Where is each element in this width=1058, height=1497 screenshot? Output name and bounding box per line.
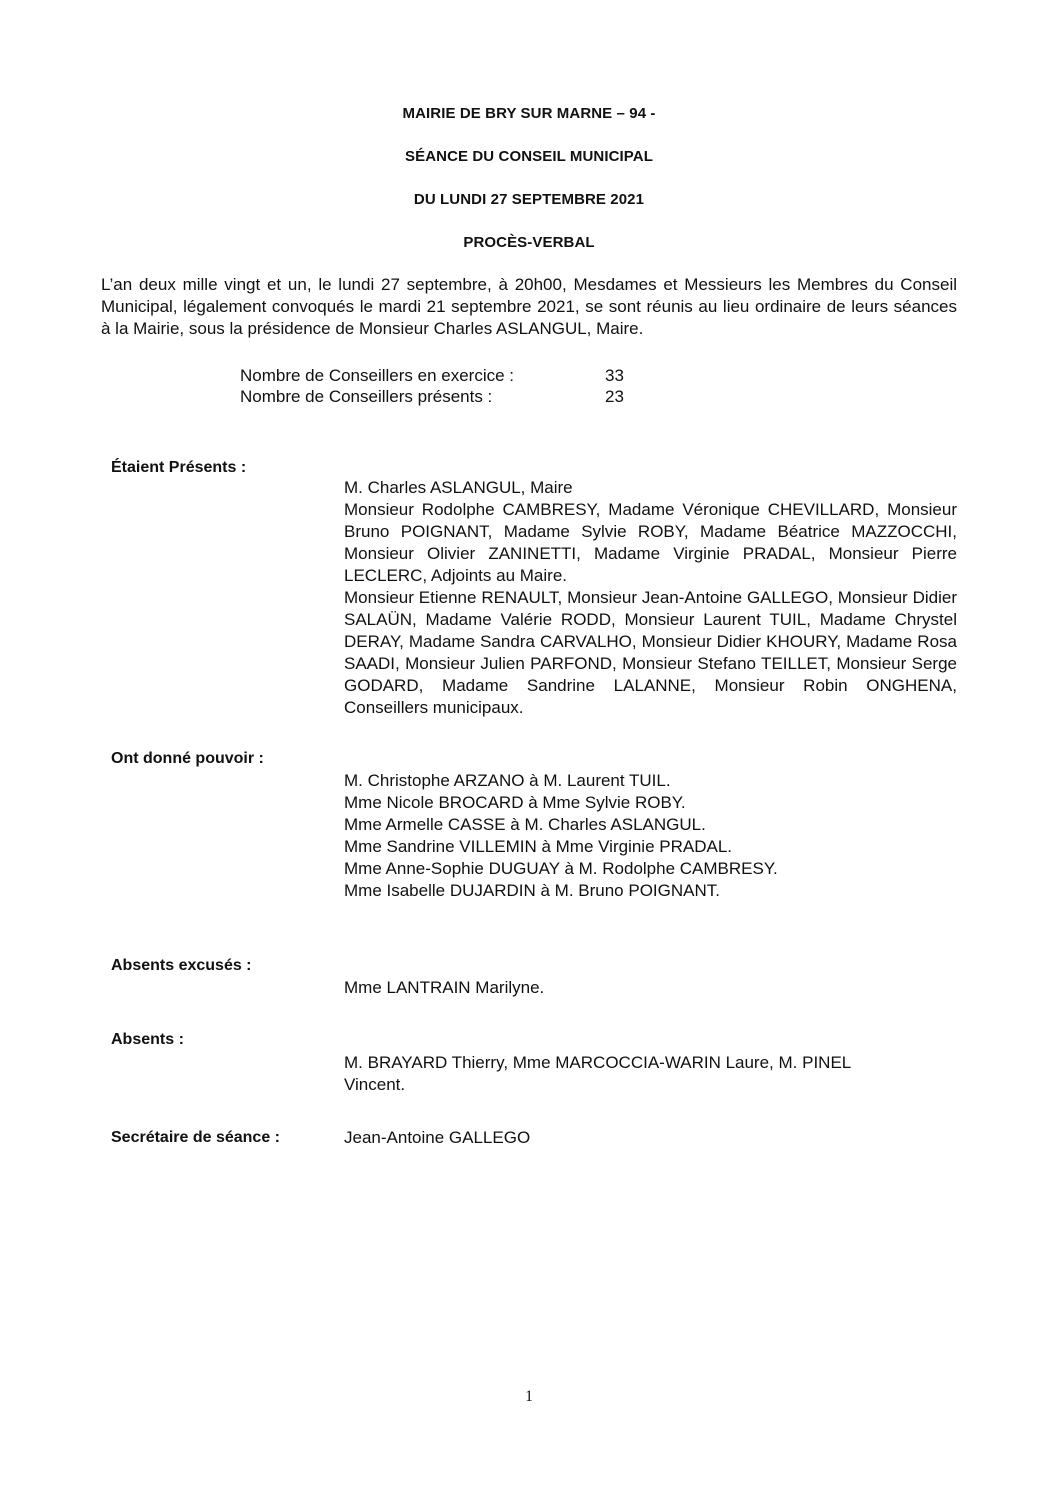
header-seance: SÉANCE DU CONSEIL MUNICIPAL bbox=[405, 148, 653, 165]
list-item: Mme Nicole BROCARD à Mme Sylvie ROBY. bbox=[344, 793, 686, 812]
pouvoirs-list bbox=[344, 770, 957, 902]
absents-line: M. BRAYARD Thierry, Mme MARCOCCIA-WARIN Laure, M. PINEL bbox=[344, 1053, 852, 1072]
count-value: 33 bbox=[605, 366, 624, 385]
pouvoirs-label: Ont donné pouvoir : bbox=[111, 750, 264, 767]
list-item: Mme Armelle CASSE à M. Charles ASLANGUL. bbox=[344, 815, 706, 834]
list-item: Mme Isabelle DUJARDIN à M. Bruno POIGNANT. bbox=[344, 881, 720, 900]
presents-body bbox=[344, 477, 957, 719]
absents-line: Vincent. bbox=[344, 1075, 406, 1094]
presents-adjoints: Monsieur Rodolphe CAMBRESY, Madame Véronique CHEVILLARD, Monsieur Bruno POIGNANT, Madame Sylvie ROBY, Madame Béatrice MAZZOCCHI, Monsieur Olivier ZANINETTI, Madame Virginie PRADAL, Monsieur Pierre LECLERC, Adjoints au Maire. bbox=[344, 500, 957, 585]
presents-mayor: M. Charles ASLANGUL, Maire bbox=[344, 478, 573, 497]
council-counts bbox=[240, 365, 665, 407]
list-item: M. Christophe ARZANO à M. Laurent TUIL. bbox=[344, 771, 671, 790]
absents-label: Absents : bbox=[111, 1031, 184, 1048]
count-value: 23 bbox=[605, 387, 624, 406]
list-item: Mme Anne-Sophie DUGUAY à M. Rodolphe CAMBRESY. bbox=[344, 859, 778, 878]
page-number: 1 bbox=[525, 1388, 533, 1405]
secretaire-name: Jean-Antoine GALLEGO bbox=[344, 1128, 531, 1147]
list-item: Mme Sandrine VILLEMIN à Mme Virginie PRADAL. bbox=[344, 837, 733, 856]
presents-label: Étaient Présents : bbox=[111, 459, 247, 476]
absents-body bbox=[344, 1052, 957, 1096]
excuses-label: Absents excusés : bbox=[111, 957, 252, 974]
header-mairie: MAIRIE DE BRY SUR MARNE – 94 - bbox=[402, 105, 656, 122]
count-row-presents bbox=[240, 386, 665, 407]
secretaire-label: Secrétaire de séance : bbox=[111, 1129, 280, 1146]
count-row-exercice bbox=[240, 365, 665, 386]
count-label: Nombre de Conseillers en exercice : bbox=[240, 366, 515, 385]
header-date: DU LUNDI 27 SEPTEMBRE 2021 bbox=[413, 191, 645, 208]
excuses-body: Mme LANTRAIN Marilyne. bbox=[344, 978, 545, 997]
count-label: Nombre de Conseillers présents : bbox=[240, 387, 493, 406]
presents-conseillers: Monsieur Etienne RENAULT, Monsieur Jean-Antoine GALLEGO, Monsieur Didier SALAÜN, Madame Valérie RODD, Monsieur Laurent TUIL, Madame Chrystel DERAY, Madame Sandra CARVALHO, Monsieur Didier KHOURY, Madame Rosa SAADI, Monsieur Julien PARFOND, Monsieur Stefano TEILLET, Monsieur Serge GODARD, Madame Sandrine LALANNE, Monsieur Robin ONGHENA, Conseillers municipaux. bbox=[344, 588, 957, 717]
header-proces-verbal: PROCÈS-VERBAL bbox=[463, 234, 595, 251]
intro-paragraph: L’an deux mille vingt et un, le lundi 27 septembre, à 20h00, Mesdames et Messieurs les Membres du Conseil Municipal, légalement convoqués le mardi 21 septembre 2021, se sont réunis au lieu ordinaire de leurs séances à la Mairie, sous la présidence de Monsieur Charles ASLANGUL, Maire. bbox=[101, 275, 957, 338]
